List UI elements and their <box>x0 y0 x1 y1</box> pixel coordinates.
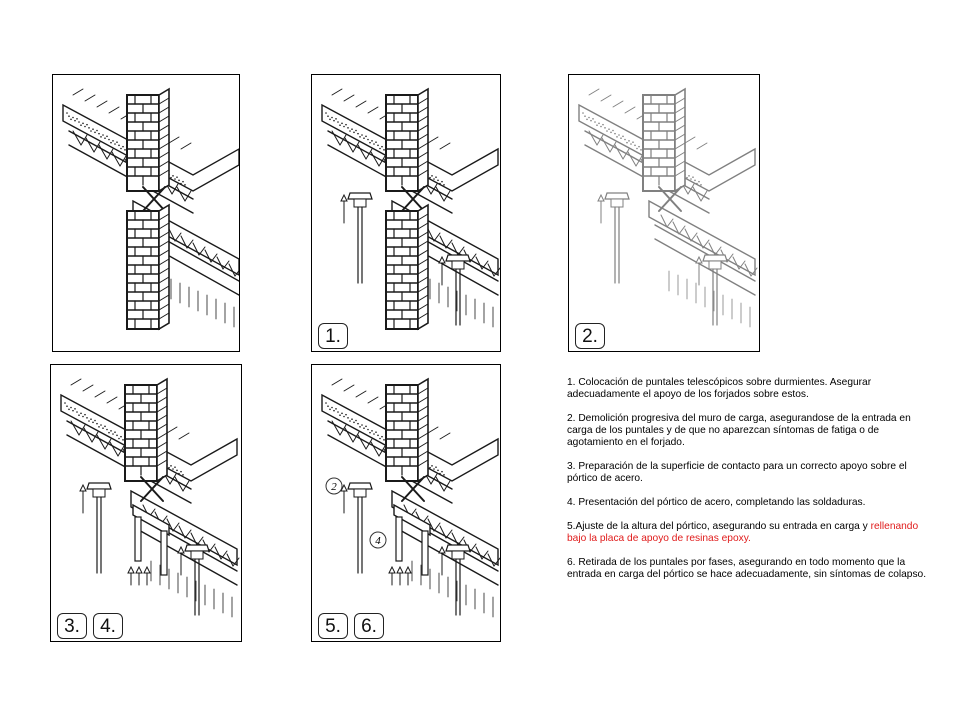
step-label-1 <box>318 323 348 349</box>
step-label-3-4 <box>57 613 123 639</box>
brick-wall-upper <box>386 89 428 191</box>
step-label-2 <box>575 323 605 349</box>
brick-wall-upper <box>127 89 169 191</box>
inline-number-4: 4 <box>375 535 381 547</box>
telescopic-prop-left <box>341 193 372 283</box>
brick-wall-lower <box>127 205 169 329</box>
telescopic-prop-left <box>341 483 372 573</box>
step-number: 4. <box>93 613 123 639</box>
sketch-initial <box>53 75 239 351</box>
telescopic-prop-right <box>696 255 727 325</box>
sketch-step-3-4 <box>51 365 241 641</box>
telescopic-prop-right <box>439 255 470 325</box>
lower-slab <box>649 201 757 327</box>
step-number: 5. <box>318 613 348 639</box>
brick-wall-upper <box>386 379 428 481</box>
step-number: 2. <box>575 323 605 349</box>
step-description-6: 6. Retirada de los puntales por fases, asegurando en todo momento que la entrada en carga del pórtico se hace adecuadamente, sin síntomas de colapso. <box>567 557 927 580</box>
telescopic-prop-right <box>178 545 209 615</box>
step-descriptions <box>567 377 932 593</box>
diagram-panel-step-5-6 <box>311 364 501 642</box>
lower-slab <box>392 491 500 617</box>
brick-wall-lower <box>386 205 428 329</box>
diagram-panel-step-1 <box>311 74 501 352</box>
inline-number-2: 2 <box>331 481 337 493</box>
step-number: 3. <box>57 613 87 639</box>
telescopic-prop-left <box>80 483 111 573</box>
step-description-3: 3. Preparación de la superficie de contacto para un correcto apoyo sobre el pórtico de acero. <box>567 461 907 484</box>
sketch-step-2 <box>569 75 759 351</box>
sketch-step-1 <box>312 75 500 351</box>
brick-wall-upper <box>643 89 685 191</box>
diagram-panel-initial <box>52 74 240 352</box>
telescopic-prop-right <box>439 545 470 615</box>
step-description-1: 1. Colocación de puntales telescópicos sobre durmientes. Asegurar adecuadamente el apoyo de los forjados sobre estos. <box>567 377 872 400</box>
sketch-step-5-6 <box>312 365 500 641</box>
step-description-5: 5.Ajuste de la altura del pórtico, asegurando su entrada en carga y rellenando bajo la placa de apoyo de resinas epoxy. <box>567 521 919 544</box>
step-label-5-6 <box>318 613 384 639</box>
step-number: 6. <box>354 613 384 639</box>
telescopic-prop-left <box>598 193 629 283</box>
brick-wall-upper <box>125 379 167 481</box>
step-number: 1. <box>318 323 348 349</box>
highlighted-text: rellenando bajo la placa de apoyo de resinas epoxy. <box>567 521 919 544</box>
step-description-4: 4. Presentación del pórtico de acero, completando las soldaduras. <box>567 497 866 508</box>
step-description-2: 2. Demolición progresiva del muro de carga, asegurandose de la entrada en carga de los puntales y de que no aparezcan síntomas de fatiga o de agotamiento en el forjado. <box>567 413 911 448</box>
diagram-panel-step-3-4 <box>50 364 242 642</box>
lower-slab <box>131 491 239 617</box>
diagram-panel-step-2 <box>568 74 760 352</box>
